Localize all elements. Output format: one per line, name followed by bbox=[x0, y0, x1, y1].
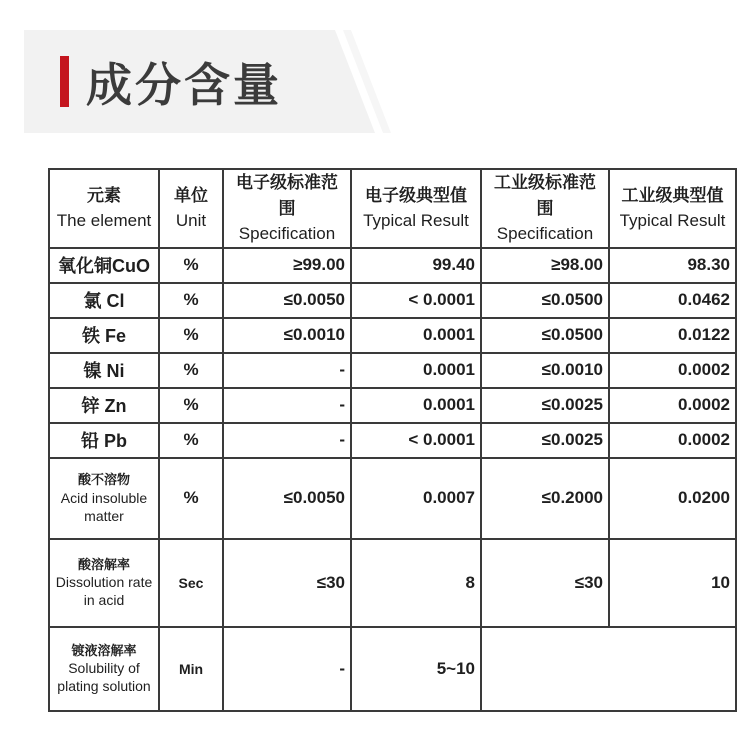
unit-cell: % bbox=[159, 248, 223, 283]
unit-cell: Min bbox=[159, 627, 223, 711]
electronic-typical-cell: 0.0001 bbox=[351, 388, 481, 423]
section-banner bbox=[24, 30, 424, 133]
col-header-industrial-typical bbox=[609, 169, 736, 248]
element-cell bbox=[49, 539, 159, 627]
col-header-unit-zh: 单位 bbox=[174, 185, 208, 205]
element-cell: 镍 Ni bbox=[49, 353, 159, 388]
industrial-spec-cell: ≤0.0025 bbox=[481, 388, 609, 423]
industrial-typical-cell: 0.0122 bbox=[609, 318, 736, 353]
industrial-typical-cell: 0.0002 bbox=[609, 353, 736, 388]
industrial-typical-cell: 10 bbox=[609, 539, 736, 627]
industrial-spec-cell: ≥98.00 bbox=[481, 248, 609, 283]
industrial-typical-cell: 0.0462 bbox=[609, 283, 736, 318]
element-en: Acid insoluble matter bbox=[60, 489, 148, 524]
col-header-unit-en: Unit bbox=[175, 211, 207, 231]
electronic-typical-cell: 8 bbox=[351, 539, 481, 627]
element-cell bbox=[49, 458, 159, 539]
red-accent-bar bbox=[60, 56, 69, 107]
col-header-industrial-typical-zh: 工业级典型值 bbox=[621, 185, 724, 205]
unit-cell: % bbox=[159, 388, 223, 423]
table-row-zn bbox=[49, 388, 736, 423]
col-header-electronic-spec bbox=[223, 169, 351, 248]
electronic-spec-cell: - bbox=[223, 627, 351, 711]
table-row-cl bbox=[49, 283, 736, 318]
col-header-industrial-typical-en: Typical Result bbox=[619, 211, 726, 231]
col-header-element bbox=[49, 169, 159, 248]
col-header-element-en: The element bbox=[56, 211, 152, 231]
electronic-typical-cell: < 0.0001 bbox=[351, 283, 481, 318]
element-cell: 铅 Pb bbox=[49, 423, 159, 458]
table-row-ni bbox=[49, 353, 736, 388]
element-cell: 氧化铜CuO bbox=[49, 248, 159, 283]
table-row-dissolution-rate bbox=[49, 539, 736, 627]
unit-cell: Sec bbox=[159, 539, 223, 627]
element-zh: 酸溶解率 bbox=[77, 556, 130, 572]
unit-cell: % bbox=[159, 458, 223, 539]
col-header-electronic-typical-zh: 电子级典型值 bbox=[365, 185, 467, 205]
electronic-typical-cell: 0.0001 bbox=[351, 318, 481, 353]
industrial-spec-cell: ≤0.0025 bbox=[481, 423, 609, 458]
industrial-merged-empty-cell bbox=[481, 627, 736, 711]
table-row-fe bbox=[49, 318, 736, 353]
electronic-spec-cell: ≤0.0050 bbox=[223, 458, 351, 539]
element-cell: 铁 Fe bbox=[49, 318, 159, 353]
unit-cell: % bbox=[159, 353, 223, 388]
electronic-spec-cell: - bbox=[223, 388, 351, 423]
col-header-industrial-spec bbox=[481, 169, 609, 248]
element-cell bbox=[49, 627, 159, 711]
electronic-typical-cell: < 0.0001 bbox=[351, 423, 481, 458]
electronic-typical-cell: 0.0001 bbox=[351, 353, 481, 388]
table-row-plating-solubility bbox=[49, 627, 736, 711]
electronic-typical-cell: 0.0007 bbox=[351, 458, 481, 539]
composition-table bbox=[48, 168, 737, 712]
col-header-industrial-spec-en: Specification bbox=[496, 224, 594, 243]
electronic-typical-cell: 99.40 bbox=[351, 248, 481, 283]
element-cell: 锌 Zn bbox=[49, 388, 159, 423]
industrial-spec-cell: ≤0.2000 bbox=[481, 458, 609, 539]
element-zh: 镀液溶解率 bbox=[71, 642, 137, 658]
unit-cell: % bbox=[159, 283, 223, 318]
col-header-electronic-typical bbox=[351, 169, 481, 248]
electronic-spec-cell: ≥99.00 bbox=[223, 248, 351, 283]
col-header-electronic-spec-en: Specification bbox=[238, 224, 336, 243]
col-header-unit bbox=[159, 169, 223, 248]
electronic-spec-cell: ≤0.0050 bbox=[223, 283, 351, 318]
element-en: Dissolution rate in acid bbox=[55, 574, 153, 609]
unit-cell: % bbox=[159, 423, 223, 458]
col-header-industrial-spec-zh: 工业级标准范围 bbox=[494, 173, 596, 218]
industrial-typical-cell: 0.0002 bbox=[609, 388, 736, 423]
electronic-typical-cell: 5~10 bbox=[351, 627, 481, 711]
industrial-spec-cell: ≤30 bbox=[481, 539, 609, 627]
electronic-spec-cell: - bbox=[223, 353, 351, 388]
electronic-spec-cell: ≤0.0010 bbox=[223, 318, 351, 353]
electronic-spec-cell: - bbox=[223, 423, 351, 458]
industrial-spec-cell: ≤0.0500 bbox=[481, 283, 609, 318]
col-header-electronic-typical-en: Typical Result bbox=[363, 211, 469, 231]
col-header-electronic-spec-zh: 电子级标准范围 bbox=[236, 173, 338, 218]
industrial-spec-cell: ≤0.0010 bbox=[481, 353, 609, 388]
industrial-typical-cell: 98.30 bbox=[609, 248, 736, 283]
element-zh: 酸不溶物 bbox=[77, 472, 130, 488]
industrial-spec-cell: ≤0.0500 bbox=[481, 318, 609, 353]
industrial-typical-cell: 0.0002 bbox=[609, 423, 736, 458]
table-row-pb bbox=[49, 423, 736, 458]
electronic-spec-cell: ≤30 bbox=[223, 539, 351, 627]
col-header-element-zh: 元素 bbox=[87, 185, 121, 205]
table-row-cuo bbox=[49, 248, 736, 283]
unit-cell: % bbox=[159, 318, 223, 353]
element-cell: 氯 Cl bbox=[49, 283, 159, 318]
element-en: Solubility of plating solution bbox=[57, 660, 151, 695]
table-row-acid-insoluble bbox=[49, 458, 736, 539]
table-header-row bbox=[49, 169, 736, 248]
section-title: 成分含量 bbox=[86, 58, 282, 111]
industrial-typical-cell: 0.0200 bbox=[609, 458, 736, 539]
